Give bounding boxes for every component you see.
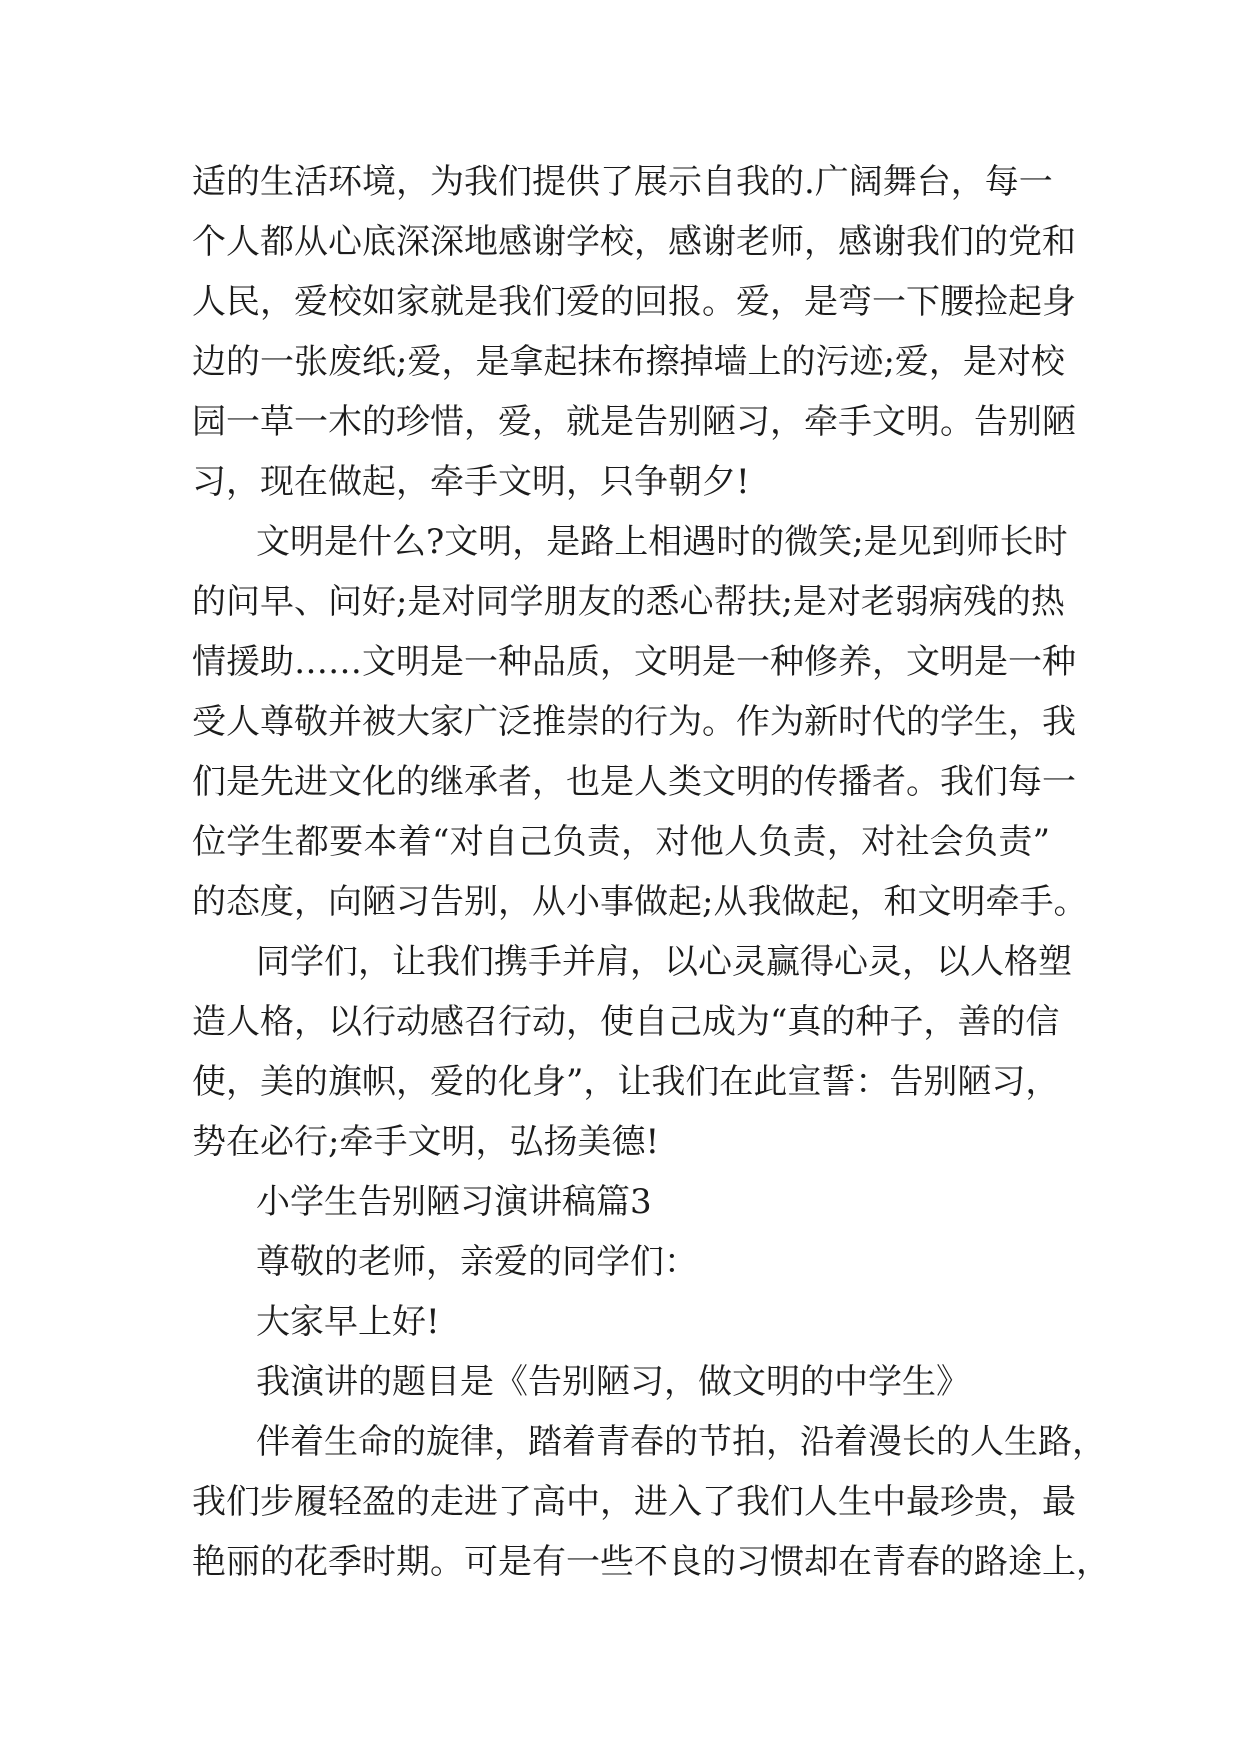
text-line: 们是先进文化的继承者，也是人类文明的传播者。我们每一 [192,762,1076,802]
text-line: 受人尊敬并被大家广泛推崇的行为。作为新时代的学生，我 [192,702,1076,742]
text-line: 艳丽的花季时期。可是有一些不良的习惯却在青春的路途上， [192,1542,1110,1582]
text-line: 位学生都要本着“对自己负责，对他人负责，对社会负责” [192,822,1050,862]
text-line: 伴着生命的旋律，踏着青春的节拍，沿着漫长的人生路， [256,1422,1106,1462]
text-line: 我们步履轻盈的走进了高中，进入了我们人生中最珍贵，最 [192,1482,1076,1522]
text-line: 小学生告别陋习演讲稿篇3 [256,1182,652,1222]
text-line: 的态度，向陋习告别，从小事做起;从我做起，和文明牵手。 [192,882,1088,922]
text-line: 我演讲的题目是《告别陋习，做文明的中学生》 [256,1362,970,1402]
text-line: 边的一张废纸;爱，是拿起抹布擦掉墙上的污迹;爱，是对校 [192,342,1065,382]
text-line: 的问早、问好;是对同学朋友的悉心帮扶;是对老弱病残的热 [192,582,1065,622]
text-line: 同学们，让我们携手并肩，以心灵赢得心灵，以人格塑 [256,942,1072,982]
text-line: 园一草一木的珍惜，爱，就是告别陋习，牵手文明。告别陋 [192,402,1076,442]
text-line: 个人都从心底深深地感谢学校，感谢老师，感谢我们的党和 [192,222,1076,262]
text-line: 人民，爱校如家就是我们爱的回报。爱，是弯一下腰捡起身 [192,282,1076,322]
text-line: 适的生活环境，为我们提供了展示自我的.广阔舞台，每一 [192,162,1053,202]
text-line: 使，美的旗帜，爱的化身”，让我们在此宣誓：告别陋习， [192,1062,1060,1102]
text-line: 势在必行;牵手文明，弘扬美德! [192,1122,660,1162]
text-line: 情援助……文明是一种品质，文明是一种修养，文明是一种 [192,642,1076,682]
text-line: 习，现在做起，牵手文明，只争朝夕! [192,462,750,502]
text-line: 尊敬的老师，亲爱的同学们： [256,1242,698,1282]
text-line: 大家早上好! [256,1302,440,1342]
text-line: 文明是什么?文明，是路上相遇时的微笑;是见到师长时 [256,522,1068,562]
text-line: 造人格，以行动感召行动，使自己成为“真的种子，善的信 [192,1002,1060,1042]
document-body [192,152,1110,1592]
